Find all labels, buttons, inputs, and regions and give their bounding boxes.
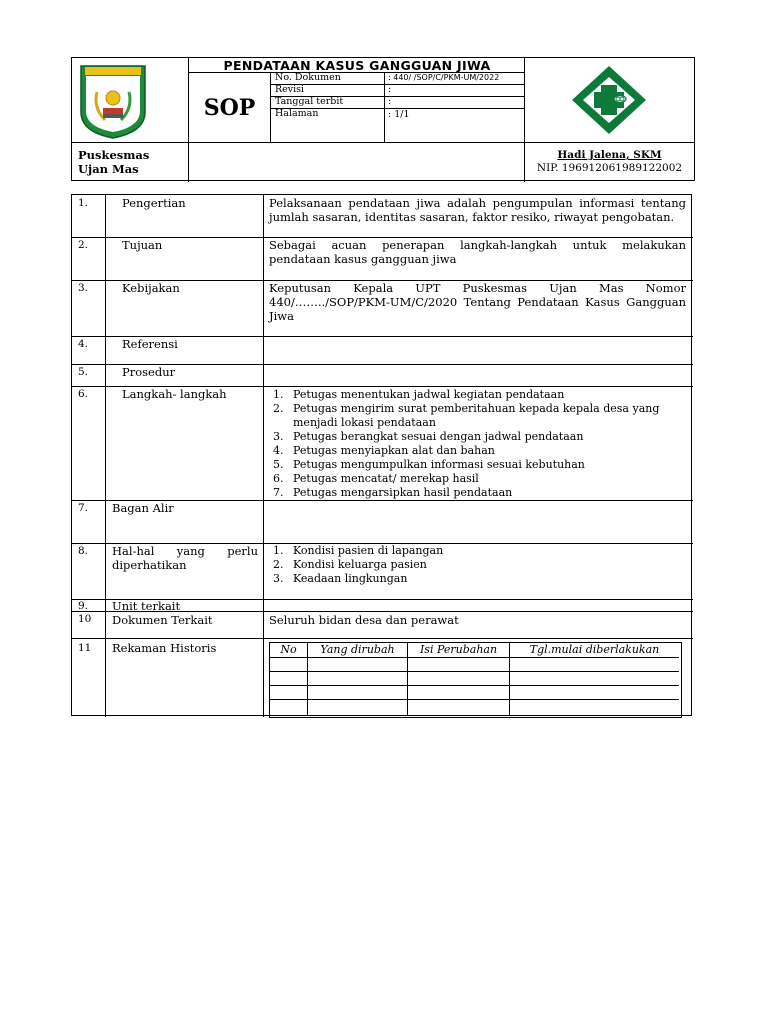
signer-nip: NIP. 196912061989122002: [536, 162, 683, 174]
row-number: 9.: [78, 600, 89, 612]
row-number: 6.: [78, 388, 89, 400]
list-item: 7. Petugas mengarsipkan hasil pendataan: [273, 486, 513, 499]
document-title: PENDATAAN KASUS GANGGUAN JIWA: [223, 58, 491, 73]
document-header: [71, 57, 695, 181]
row-content-dokumen-terkait: Seluruh bidan desa dan perawat: [269, 613, 459, 627]
row-label-dokumen-terkait: Dokumen Terkait: [112, 613, 213, 627]
meta-label-tanggal-terbit: Tanggal terbit: [275, 96, 344, 107]
row-label-kebijakan: Kebijakan: [122, 281, 180, 295]
history-header-yang-dirubah: Yang dirubah: [320, 643, 395, 656]
considerations-list: [269, 544, 689, 586]
sop-label: SOP: [203, 95, 256, 121]
steps-list: [269, 388, 689, 500]
list-item: 1. Kondisi pasien di lapangan: [273, 544, 444, 557]
kabupaten-kepahiang-logo: [77, 62, 149, 140]
row-content-pengertian: Pelaksanaan pendataan jiwa adalah pengumpulan informasi tentang jumlah sasaran, identitas sasaran, faktor resiko, riwayat pengobatan.: [269, 196, 686, 224]
list-item: 2. Kondisi keluarga pasien: [273, 558, 427, 571]
row-number: 1.: [78, 197, 89, 209]
organization-line-1: Puskesmas: [78, 148, 150, 162]
row-number: 10: [78, 613, 92, 625]
list-item: 5. Petugas mengumpulkan informasi sesuai kebutuhan: [273, 458, 585, 471]
history-row-line: [270, 657, 679, 658]
header-divider: [270, 84, 524, 85]
header-divider: [524, 58, 525, 182]
row-content-tujuan: Sebagai acuan penerapan langkah-langkah untuk melakukan pendataan kasus gangguan jiwa: [269, 238, 686, 266]
sop-table: [71, 194, 692, 716]
row-label-hal-hal: Hal-hal yang perlu diperhatikan: [112, 544, 258, 572]
list-item: 3. Keadaan lingkungan: [273, 572, 408, 585]
organization-name: [78, 148, 149, 176]
history-header-isi-perubahan: Isi Perubahan: [419, 643, 498, 656]
row-number: 11: [78, 642, 92, 654]
list-item: 1. Petugas menentukan jadwal kegiatan pendataan: [273, 388, 565, 401]
meta-value-halaman: : 1/1: [388, 109, 410, 120]
history-row-line: [270, 699, 679, 700]
meta-label-no-dokumen: No. Dokumen: [275, 72, 341, 83]
row-content-kebijakan: Keputusan Kepala UPT Puskesmas Ujan Mas Nomor 440/……../SOP/PKM-UM/C/2020 Tentang Pendataan Kasus Gangguan Jiwa: [269, 281, 686, 323]
header-divider: [72, 142, 695, 143]
row-number: 4.: [78, 338, 89, 350]
list-item: 6. Petugas mencatat/ merekap hasil: [273, 472, 479, 485]
row-label-prosedur: Prosedur: [122, 365, 176, 379]
table-row-line: [72, 638, 693, 639]
row-label-tujuan: Tujuan: [122, 238, 163, 252]
row-number: 3.: [78, 282, 89, 294]
organization-line-2: Ujan Mas: [78, 162, 139, 176]
history-header-tgl-mulai: Tgl.mulai diberlakukan: [529, 643, 660, 656]
list-item: 4. Petugas menyiapkan alat dan bahan: [273, 444, 495, 457]
history-row-line: [270, 671, 679, 672]
meta-value-tanggal-terbit: :: [388, 96, 392, 107]
row-number: 2.: [78, 239, 89, 251]
row-label-bagan-alir: Bagan Alir: [112, 501, 174, 515]
list-item: 2. Petugas mengirim surat pemberitahuan kepada kepala desa yang menjadi lokasi pendataan: [273, 402, 660, 429]
puskesmas-logo: [569, 63, 649, 137]
meta-value-revisi: :: [388, 84, 392, 95]
row-number: 7.: [78, 502, 89, 514]
row-label-referensi: Referensi: [122, 337, 178, 351]
row-number: 5.: [78, 366, 89, 378]
row-label-langkah: Langkah- langkah: [122, 387, 227, 401]
history-row-line: [270, 685, 679, 686]
row-number: 8.: [78, 545, 89, 557]
signer-name: Hadi Jalena, SKM: [557, 149, 662, 161]
meta-value-no-dokumen: : 440/ /SOP/C/PKM-UM/2022: [388, 73, 500, 82]
row-label-rekaman-historis: Rekaman Historis: [112, 641, 217, 655]
meta-label-halaman: Halaman: [275, 108, 319, 119]
row-label-unit-terkait: Unit terkait: [112, 599, 181, 613]
row-label-pengertian: Pengertian: [122, 196, 186, 210]
list-item: 3. Petugas berangkat sesuai dengan jadwal pendataan: [273, 430, 584, 443]
history-table: [269, 642, 682, 718]
meta-label-revisi: Revisi: [275, 84, 305, 95]
history-header-no: No: [280, 643, 297, 656]
